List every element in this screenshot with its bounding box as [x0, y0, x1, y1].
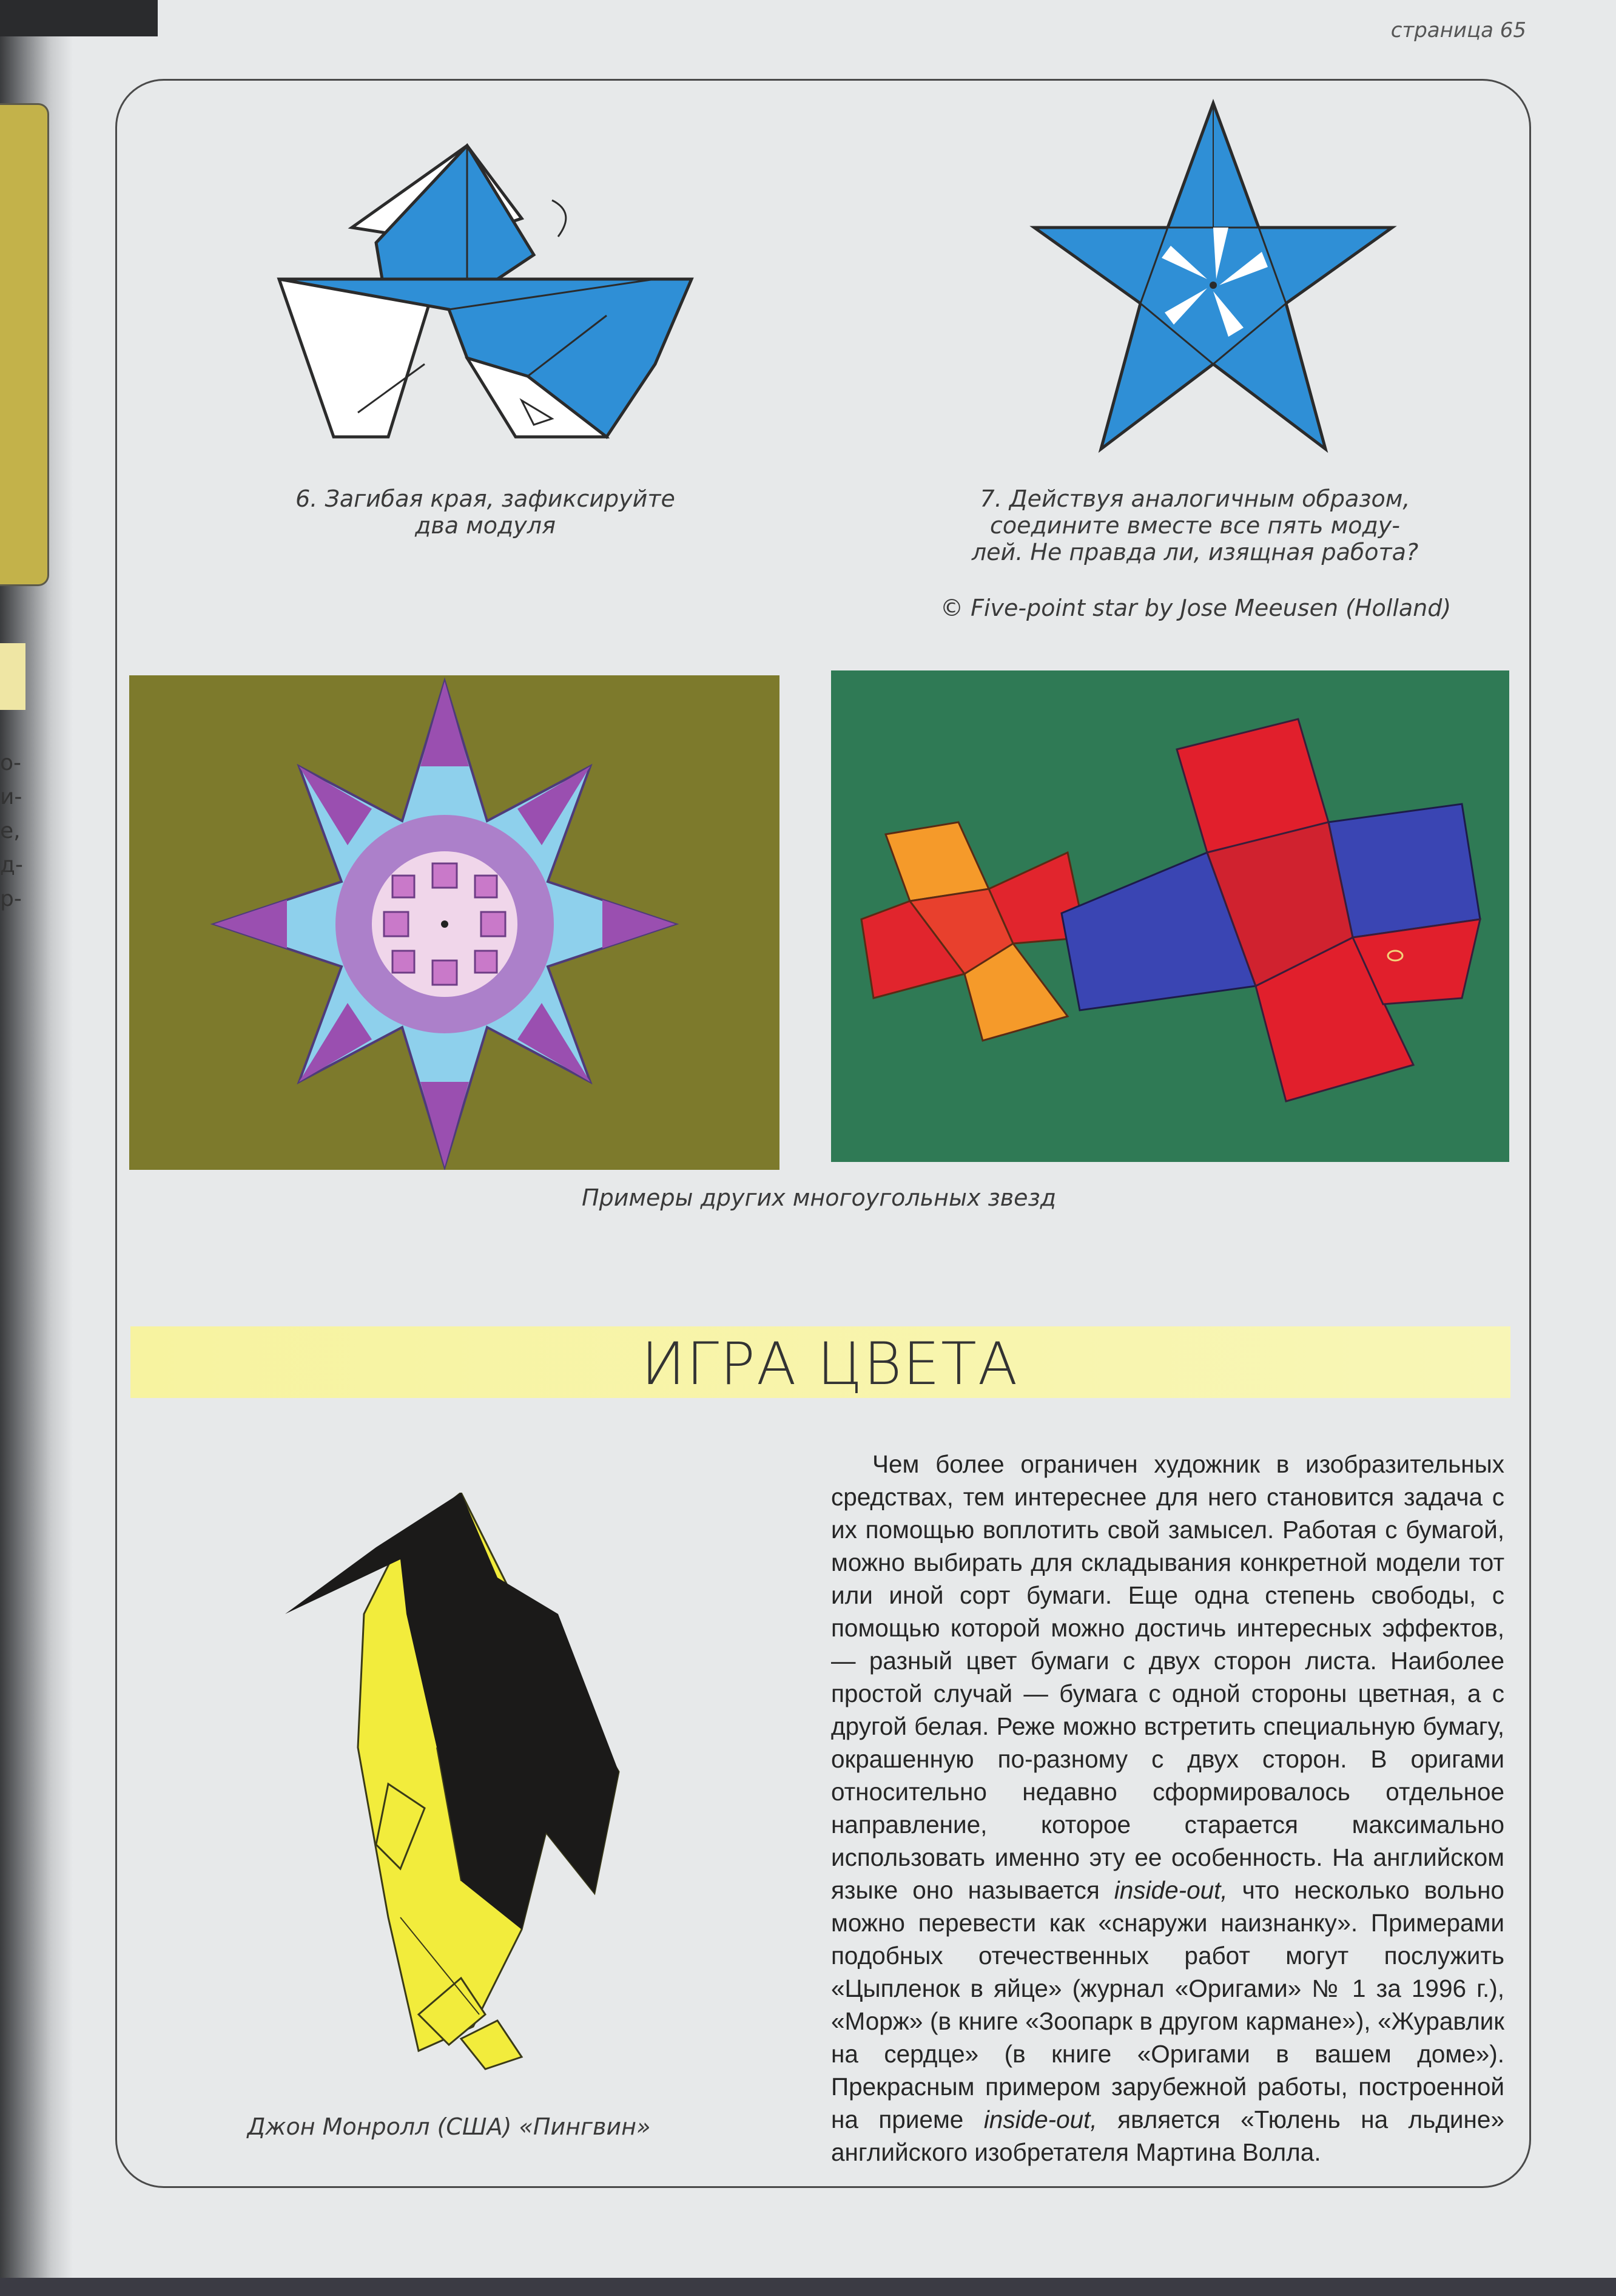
- origami-step6-diagram: [267, 133, 704, 449]
- step6-caption: [261, 485, 710, 539]
- previous-page-text-fragment: о- и- е, д- р-: [0, 751, 23, 911]
- penguin-caption: Джон Монролл (США) «Пингвин»: [247, 2113, 651, 2140]
- penguin-illustration: [279, 1493, 631, 2087]
- step7-caption-line: соедините вместе все пять моду-: [989, 512, 1400, 539]
- photos-caption: Примеры других многоугольных звезд: [582, 1184, 1056, 1211]
- design-credit: © Five-point star by Jose Meeusen (Holland): [940, 595, 1452, 621]
- body-term-inside-out: inside-out,: [1114, 1876, 1228, 1904]
- bottom-edge-bar: [0, 2278, 1616, 2296]
- pinwheel-stars-photo: [831, 670, 1509, 1162]
- body-text-part: Чем более ограничен художник в изобразительных средствах, тем интереснее для него становится задача с их помощью воплотить свой замысел. Работая с бумагой, можно выбирать для складывания конкретной модели тот или иной сорт бумаги. Еще одна степень свободы, с помощью которой можно достичь интересных эффектов, — разный цвет бумаги с двух сторон листа. Наиболее простой случай — бумага с одной стороны цветная, а с другой белая. Реже можно встретить специальную бумагу, окрашенную по-разному с двух сторон. В оригами относительно недавно сформировалось отдельное направление, которое старается максимально использовать именно эту ее особенность. На английском языке оно называется: [831, 1450, 1504, 1904]
- step7-caption: [928, 485, 1462, 566]
- step6-caption-line: два модуля: [415, 512, 556, 539]
- page-number: страница 65: [1390, 18, 1526, 42]
- step6-caption-line: 6. Загибая края, зафиксируйте: [295, 485, 675, 512]
- section-body-text: [831, 1448, 1504, 2169]
- step7-caption-line: лей. Не правда ли, изящная работа?: [971, 539, 1419, 566]
- step7-caption-line: 7. Действуя аналогичным образом,: [980, 485, 1410, 512]
- previous-page-strip: [0, 643, 25, 710]
- body-text-part: что несколько вольно можно перевести как «снаружи наизнанку». Примерами подобных отечественных работ могут послужить «Цыпленок в яйце» (журнал «Оригами» № 1 за 1996 г.), «Морж» (в книге «Зоопарк в другом кармане»), «Журавлик на сердце» (в книге «Оригами в вашем доме»). Прекрасным примером зарубежной работы, построенной на приеме: [831, 1876, 1504, 2133]
- book-spine-top: [0, 0, 158, 36]
- eight-point-star-photo: [129, 675, 779, 1170]
- body-term-inside-out: inside-out,: [983, 2105, 1097, 2133]
- section-title: ИГРА ЦВЕТА: [641, 1330, 1019, 1398]
- body-text-part: является «Тюлень на льдине» английского изобретателя Мартина Волла.: [831, 2105, 1504, 2166]
- origami-star-diagram: [1019, 97, 1407, 461]
- previous-page-edge: [0, 103, 49, 586]
